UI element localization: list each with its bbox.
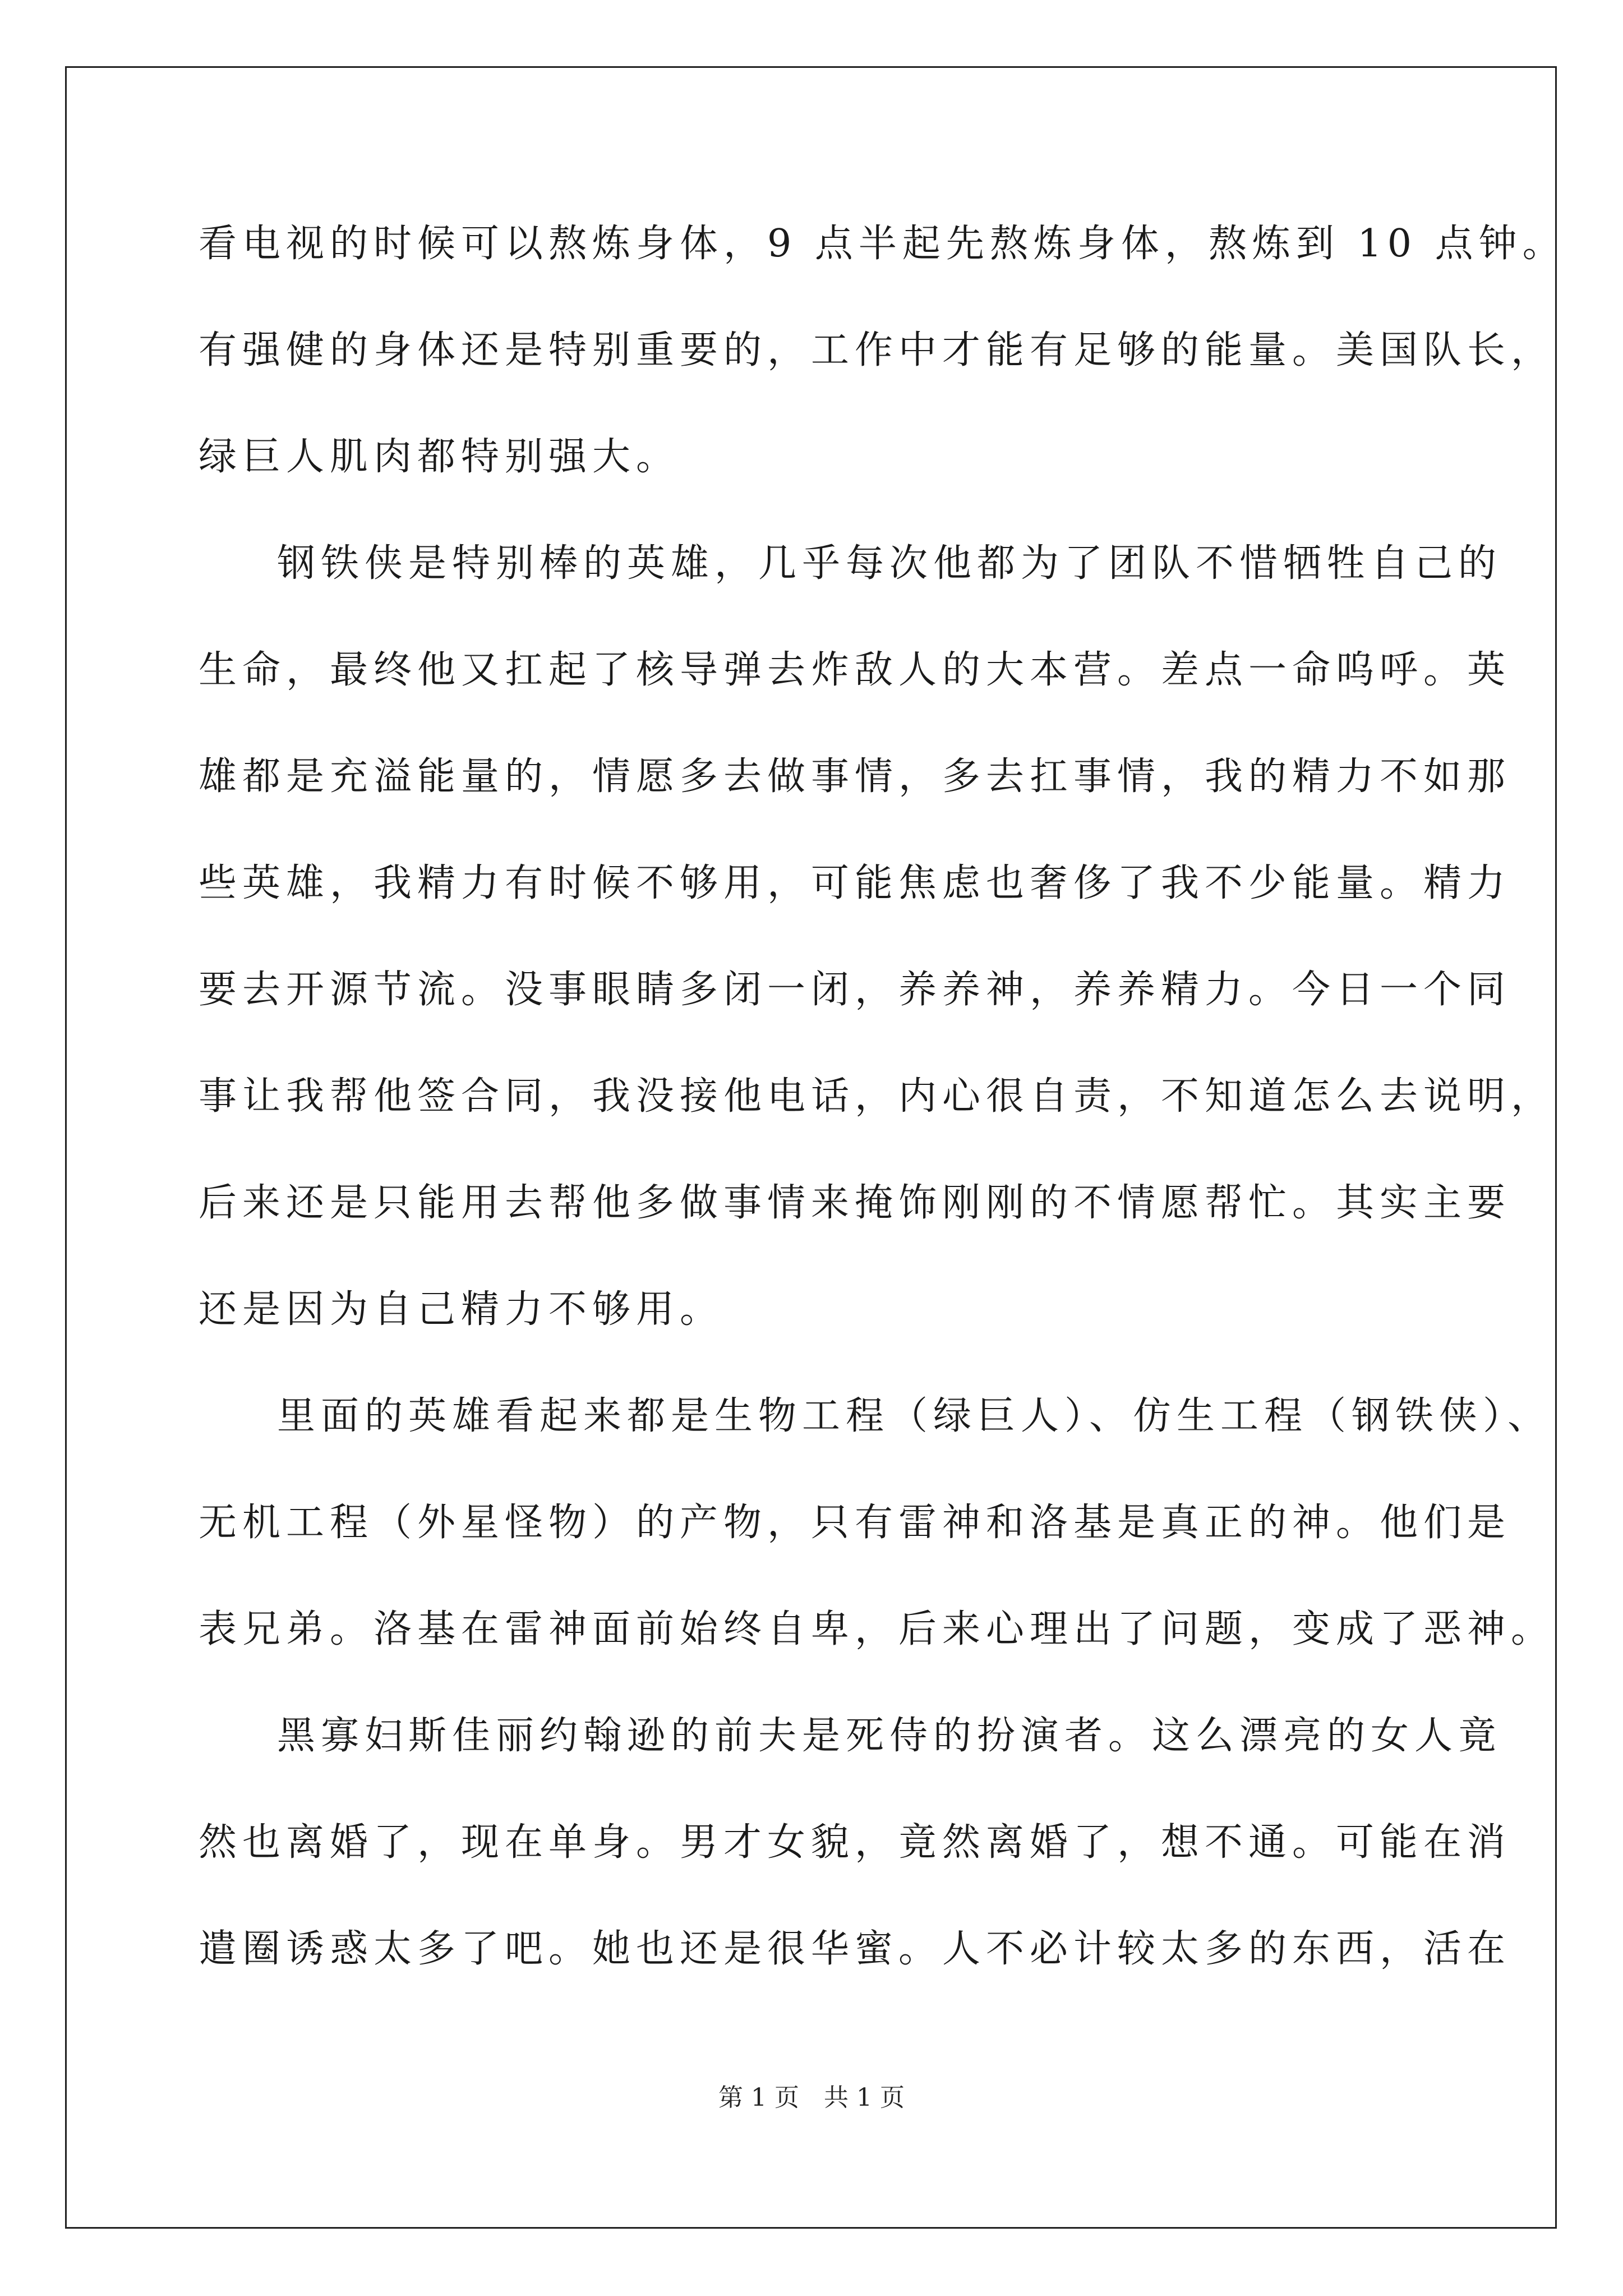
paragraph-first-line: 黑寡妇斯佳丽约翰逊的前夫是死侍的扮演者。这么漂亮的女人竟	[277, 1714, 1502, 1758]
text-line: 生命，最终他又扛起了核导弹去炸敌人的大本营。差点一命呜呼。英	[199, 648, 1511, 692]
text-line: 遣圈诱惑太多了吧。她也还是很华蜜。人不必计较太多的东西，活在	[199, 1927, 1511, 1971]
text-line: 后来还是只能用去帮他多做事情来掩饰刚刚的不情愿帮忙。其实主要	[199, 1181, 1511, 1225]
text-line: 绿巨人肌肉都特别强大。	[199, 435, 680, 479]
text-line: 还是因为自己精力不够用。	[199, 1287, 724, 1332]
text-line: 雄都是充溢能量的，情愿多去做事情，多去扛事情，我的精力不如那	[199, 754, 1511, 799]
text-line: 然也离婚了，现在单身。男才女貌，竟然离婚了，想不通。可能在消	[199, 1820, 1511, 1865]
text-line: 有强健的身体还是特别重要的，工作中才能有足够的能量。美国队长，	[199, 328, 1555, 372]
paragraph-first-line: 钢铁侠是特别棒的英雄，几乎每次他都为了团队不惜牺牲自己的	[277, 541, 1502, 586]
text-line: 表兄弟。洛基在雷神面前始终自卑，后来心理出了问题，变成了恶神。	[199, 1607, 1555, 1651]
paragraph-first-line: 里面的英雄看起来都是生物工程（绿巨人）、仿生工程（钢铁侠）、	[277, 1394, 1552, 1438]
text-line: 看电视的时候可以熬炼身体，9 点半起先熬炼身体，熬炼到 10 点钟。	[199, 222, 1566, 266]
text-line: 要去开源节流。没事眼睛多闭一闭，养养神，养养精力。今日一个同	[199, 968, 1511, 1012]
page-border	[65, 66, 1557, 2229]
text-line: 些英雄，我精力有时候不够用，可能焦虑也奢侈了我不少能量。精力	[199, 861, 1511, 905]
page-number: 第 1 页 共 1 页	[718, 2083, 905, 2112]
text-line: 无机工程（外星怪物）的产物，只有雷神和洛基是真正的神。他们是	[199, 1501, 1511, 1545]
text-line: 事让我帮他签合同，我没接他电话，内心很自责，不知道怎么去说明，	[199, 1074, 1555, 1119]
